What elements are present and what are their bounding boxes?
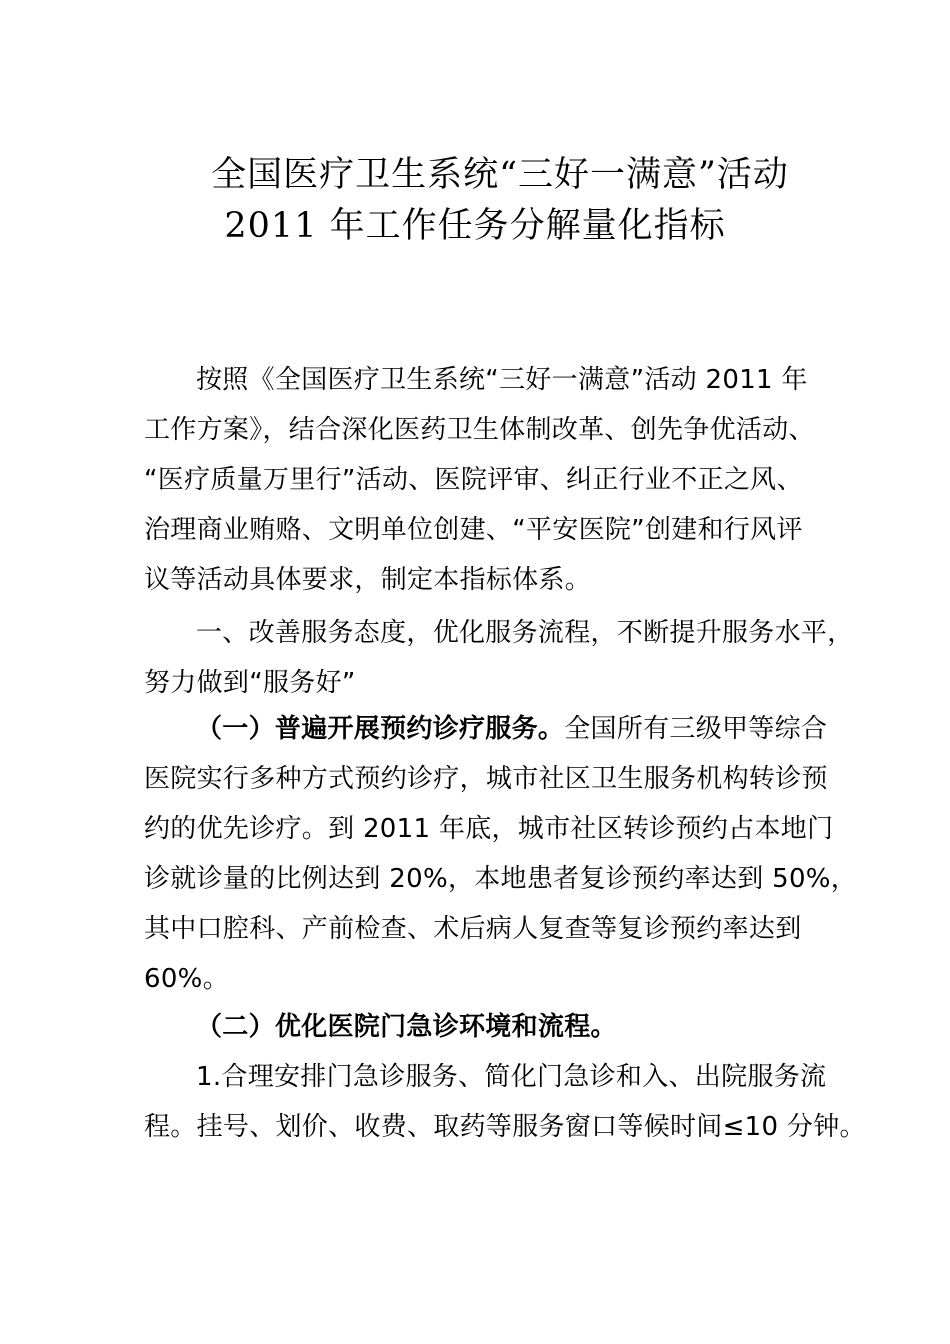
item-1-line-2: 医院实行多种方式预约诊疗，城市社区卫生服务机构转诊预 xyxy=(144,764,828,794)
document-title-line-1: 全国医疗卫生系统“三好一满意”活动 xyxy=(211,155,789,195)
item-1-heading: （一）普遍开展预约诊疗服务。 xyxy=(196,714,565,744)
intro-paragraph-line-1: 按照《全国医疗卫生系统“三好一满意”活动 2011 年 xyxy=(196,365,808,395)
section-1-heading-line-1: 一、改善服务态度，优化服务流程，不断提升服务水平， xyxy=(196,618,854,648)
item-1-heading-continuation: 全国所有三级甲等综合 xyxy=(564,714,828,744)
intro-paragraph-line-3: “医疗质量万里行”活动、医院评审、纠正行业不正之风、 xyxy=(144,465,803,495)
item-1-line-1 xyxy=(196,711,827,747)
section-1-heading-line-2: 努力做到“服务好” xyxy=(144,668,356,698)
item-1-line-5: 其中口腔科、产前检查、术后病人复查等复诊预约率达到 xyxy=(144,914,802,944)
item-2-heading: （二）优化医院门急诊环境和流程。 xyxy=(196,1012,617,1042)
intro-paragraph-line-5: 议等活动具体要求，制定本指标体系。 xyxy=(144,565,592,595)
item-1-line-6: 60%。 xyxy=(144,964,229,994)
item-2-sub-1-line-1: 1.合理安排门急诊服务、简化门急诊和入、出院服务流 xyxy=(196,1062,827,1092)
document-title-line-2: 2011 年工作任务分解量化指标 xyxy=(224,206,726,246)
intro-paragraph-line-2: 工作方案》，结合深化医药卫生体制改革、创先争优活动、 xyxy=(144,415,815,445)
item-1-line-3: 约的优先诊疗。到 2011 年底，城市社区转诊预约占本地门 xyxy=(144,814,834,844)
item-2-sub-1-line-2: 程。挂号、划价、收费、取药等服务窗口等候时间≤10 分钟。 xyxy=(144,1112,866,1142)
intro-paragraph-line-4: 治理商业贿赂、文明单位创建、“平安医院”创建和行风评 xyxy=(144,515,803,545)
item-1-line-4: 诊就诊量的比例达到 20%，本地患者复诊预约率达到 50%， xyxy=(144,864,858,894)
